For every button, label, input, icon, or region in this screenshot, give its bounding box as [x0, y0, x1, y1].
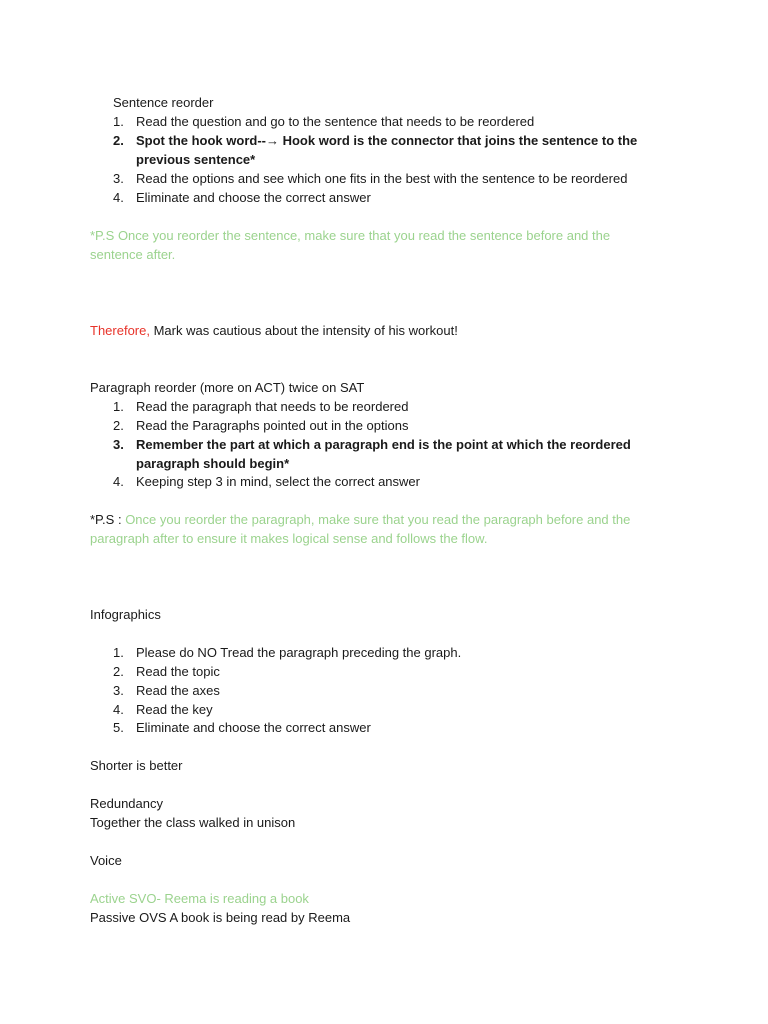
highlight-word: Therefore,	[90, 323, 150, 338]
list-number: 2.	[113, 418, 124, 433]
list-item-continuation: paragraph should begin*	[136, 456, 290, 471]
section-heading-paragraph-reorder: Paragraph reorder (more on ACT) twice on SAT	[90, 380, 365, 395]
list-item: Read the key	[136, 702, 213, 717]
list-number: 1.	[113, 114, 124, 129]
list-number: 1.	[113, 645, 124, 660]
list-item: Read the topic	[136, 664, 220, 679]
note-body: Once you reorder the paragraph, make sure that you read the paragraph before and the	[125, 512, 631, 527]
section-heading-sentence-reorder: Sentence reorder	[113, 95, 214, 110]
list-number: 4.	[113, 702, 124, 717]
list-item: Eliminate and choose the correct answer	[136, 190, 371, 205]
list-item: Read the Paragraphs pointed out in the options	[136, 418, 409, 433]
list-number: 4.	[113, 474, 124, 489]
list-number: 4.	[113, 190, 124, 205]
note-text: paragraph after to ensure it makes logical sense and follows the flow.	[90, 531, 488, 546]
passive-voice-example: Passive OVS A book is being read by Reema	[90, 910, 351, 925]
list-item-part: Hook word is the connector that joins the sentence to the	[278, 133, 638, 148]
arrow-icon: →	[265, 133, 279, 148]
redundancy-heading: Redundancy	[90, 796, 163, 811]
shorter-is-better-text: Shorter is better	[90, 758, 183, 773]
note-text: *P.S Once you reorder the sentence, make sure that you read the sentence before and the	[90, 228, 611, 243]
list-item: Keeping step 3 in mind, select the correct answer	[136, 474, 420, 489]
list-number: 1.	[113, 399, 124, 414]
list-number: 3.	[113, 171, 124, 186]
list-number: 2.	[113, 664, 124, 679]
list-item-part: Spot the hook word--	[136, 133, 266, 148]
list-number: 5.	[113, 720, 124, 735]
list-number: 3.	[113, 683, 124, 698]
list-item: Read the paragraph that needs to be reordered	[136, 399, 409, 414]
list-item: Read the axes	[136, 683, 220, 698]
list-item: Read the options and see which one fits in the best with the sentence to be reordered	[136, 171, 628, 186]
list-item: Eliminate and choose the correct answer	[136, 720, 371, 735]
note-prefix: *P.S :	[90, 512, 126, 527]
redundancy-example: Together the class walked in unison	[90, 815, 296, 830]
section-heading-infographics: Infographics	[90, 607, 161, 622]
voice-heading: Voice	[90, 853, 122, 868]
note-text: sentence after.	[90, 247, 176, 262]
list-item	[136, 131, 637, 150]
list-item: Please do NO Tread the paragraph preceding the graph.	[136, 645, 462, 660]
list-number: 2.	[113, 133, 124, 148]
note-text	[90, 510, 630, 529]
list-item: Read the question and go to the sentence that needs to be reordered	[136, 114, 535, 129]
example-sentence	[90, 321, 458, 340]
list-item: Remember the part at which a paragraph end is the point at which the reordered	[136, 437, 631, 452]
active-voice-example: Active SVO- Reema is reading a book	[90, 891, 309, 906]
list-item-continuation: previous sentence*	[136, 152, 256, 167]
example-rest: Mark was cautious about the intensity of his workout!	[149, 323, 458, 338]
list-number: 3.	[113, 437, 124, 452]
